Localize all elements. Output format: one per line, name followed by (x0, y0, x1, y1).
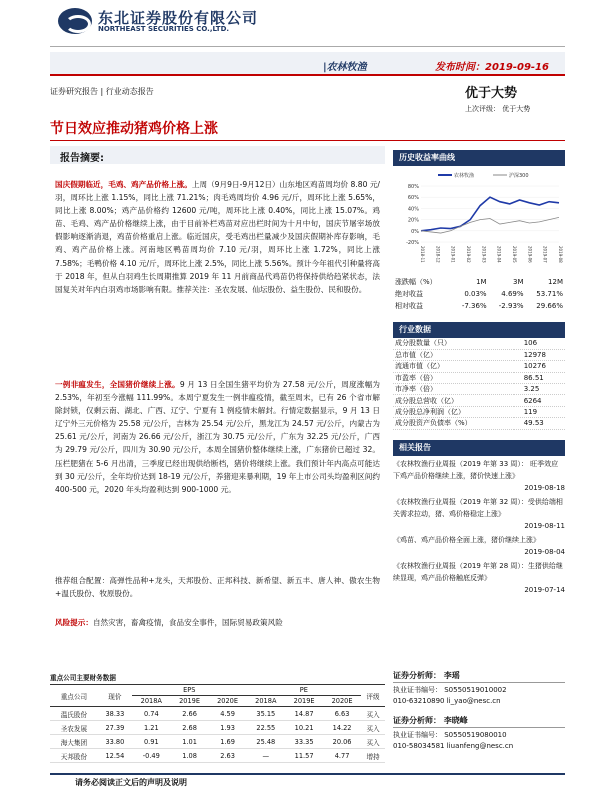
ind-label: 市净率（倍） (393, 384, 514, 395)
analyst-name: 证券分析师： 李瑶 (393, 670, 565, 683)
y-tick-label: 80% (407, 184, 419, 190)
report-date: 2019-07-14 (524, 586, 565, 594)
table-cell: 14.22 (323, 721, 361, 735)
x-tick-label: 2019-07 (542, 246, 548, 263)
report-type: 证券研究报告 | 行业动态报告 (50, 87, 154, 96)
ind-row (393, 361, 565, 372)
page-title: 节日效应推动猪鸡价格上涨 (50, 121, 218, 137)
table-cell: 14.87 (285, 707, 323, 721)
y-tick-label: 60% (407, 195, 419, 202)
table-cell: 增持 (361, 749, 385, 763)
ind-label: 成分股数量（只） (393, 338, 514, 349)
legend-label: 沪深300 (509, 173, 529, 179)
x-tick-label: 2019-05 (512, 246, 517, 263)
table-cell: 买入 (361, 735, 385, 749)
table-cell: 1.01 (171, 735, 209, 749)
ind-row (393, 384, 565, 395)
footer-disclaimer: 请务必阅读正文后的声明及说明 (75, 778, 187, 787)
table-row (50, 721, 385, 735)
table-cell: 27.39 (98, 721, 132, 735)
table-cell: 1.08 (171, 749, 209, 763)
ind-value: 6264 (514, 395, 565, 406)
rating: 优于大势 (465, 86, 518, 101)
related-reports (393, 458, 565, 598)
table-subheader: 2018A (247, 696, 286, 707)
table-cell: 4.77 (323, 749, 361, 763)
return-chart (393, 168, 565, 268)
x-tick-label: 2018-11 (420, 246, 425, 263)
industry-category: |农林牧渔 (323, 62, 367, 73)
table-cell: 12.54 (98, 749, 132, 763)
summary-paragraph-1 (55, 178, 380, 296)
table-subheader: 2019E (285, 696, 323, 707)
industry-data-table (393, 338, 565, 430)
table-title: 重点公司主要财务数据 (50, 674, 116, 682)
paragraph-body: 自然灾害，畜禽疫情，食品安全事件，国际贸易政策风险 (92, 618, 283, 627)
analyst-name: 证券分析师： 李晓峰 (393, 715, 565, 728)
perf-cell: 绝对收益 (395, 290, 423, 298)
table-cell: 33.80 (98, 735, 132, 749)
header-divider (50, 46, 565, 47)
perf-row (393, 300, 565, 312)
table-cell: 1.69 (209, 735, 247, 749)
table-cell: 35.15 (247, 707, 286, 721)
paragraph-heading: 国庆假期临近，毛鸡、鸡产品价格上涨。 (55, 180, 192, 189)
table-cell: 38.33 (98, 707, 132, 721)
ind-row (393, 349, 565, 360)
ind-row (393, 395, 565, 406)
ind-label: 流通市值（亿） (393, 361, 514, 372)
analyst-license: 执业证书编号： S0550519010002 (393, 686, 507, 694)
analyst-license: 执业证书编号： S0550519080010 (393, 731, 507, 739)
table-row (50, 707, 385, 721)
x-tick-label: 2019-02 (466, 246, 471, 263)
table-cell: 温氏股份 (50, 707, 98, 721)
paragraph-heading: 一例非瘟发生，全国猪价继续上涨。 (55, 380, 180, 389)
table-subheader: 2020E (209, 696, 247, 707)
paragraph-body: 9 月 13 日全国生猪平均价为 27.58 元/公斤，周度涨幅为 2.53%，年初至今涨幅 111.99%。本周宁夏发生一例非瘟疫情，截至周末，已有 26 个省市解除封锁，仅剩云南、湖北、广西、辽宁、宁夏有 1 例疫情未解封。行情定数据显示，9 月 13 日辽宁外三元价格为 25.58 元/公斤，吉林为 25.54 元/公斤，黑龙江为 24.57 元/公斤，内蒙古为 25.61 元/公斤，河南为 26.66 元/公斤，浙江为 30.75 元/公斤，广东为 32.25 元/公斤，广西为 29.79 元/公斤，四川为 30.90 元/公斤，本周全国猪价整体继续上涨，广东猪价已超过 32。压栏肥猪在 5-6 月出清，三季度已经出现供给断档，猪价将继续上涨。我们预计年内高点可能达到 30 元/公斤，全年均价达到 18-19 元/公斤，养猪迎来暴利期，19 年上市公司头均盈利区间约 400-500 元，2020 年头均盈利达到 900-1000 元。 (55, 380, 380, 494)
y-tick-label: 0% (411, 228, 419, 235)
ind-value: 106 (514, 338, 565, 349)
table-cell: 1.21 (132, 721, 171, 735)
legend-label: 农林牧渔 (454, 173, 475, 179)
table-subheader: 2019E (171, 696, 209, 707)
table-cell: 33.35 (285, 735, 323, 749)
ind-row (393, 372, 565, 383)
table-cell: 0.91 (132, 735, 171, 749)
table-row (50, 735, 385, 749)
table-header: PE (247, 685, 362, 696)
table-cell: -0.49 (132, 749, 171, 763)
table-cell: 0.74 (132, 707, 171, 721)
company-name-cn: 东北证券股份有限公司 (98, 9, 259, 27)
x-tick-label: 2019-01 (450, 246, 456, 263)
table-cell: 2.68 (171, 721, 209, 735)
table-header: 重点公司 (50, 685, 98, 707)
table-cell: 25.48 (247, 735, 286, 749)
report-date: 2019-08-18 (524, 484, 565, 492)
ind-label: 成分股总净利润（亿） (393, 406, 514, 417)
previous-rating: 上次评级： 优于大势 (465, 105, 531, 113)
ind-row (393, 338, 565, 349)
perf-header: 涨跌幅（%） (395, 278, 437, 286)
y-tick-label: 20% (407, 217, 419, 224)
summary-label: 报告摘要: (60, 153, 104, 164)
table-cell: 1.93 (209, 721, 247, 735)
report-link[interactable]: 《农林牧渔行业周报（2019 年第 33 周）： 旺季效应下鸡产品价格继续上涨，猪价快速上涨》 (393, 460, 559, 480)
ind-label: 市盈率（倍） (393, 372, 514, 383)
performance-table (393, 276, 565, 312)
ind-value: 49.53 (514, 418, 565, 429)
ind-value: 86.51 (514, 372, 565, 383)
table-header: EPS (132, 685, 247, 696)
table-cell: 4.59 (209, 707, 247, 721)
x-tick-label: 2019-08 (558, 246, 563, 263)
ind-value: 119 (514, 406, 565, 417)
table-subheader: 2018A (132, 696, 171, 707)
series-line (421, 197, 559, 231)
ind-label: 成分股总营收（亿） (393, 395, 514, 406)
report-link[interactable]: 《农林牧渔行业周报（2019 年第 28 周）：生猪供给继续显现，鸡产品价格触底反弹》 (393, 562, 563, 582)
company-logo-icon (58, 8, 92, 34)
summary-header (50, 146, 385, 164)
perf-cell: 53.71% (536, 290, 563, 298)
table-cell: 6.63 (323, 707, 361, 721)
perf-cell: 0.03% (464, 290, 487, 298)
ind-value: 12978 (514, 349, 565, 360)
y-tick-label: 40% (407, 206, 419, 213)
title-divider (50, 140, 565, 141)
report-link[interactable]: 《农林牧渔行业周报（2019 年第 32 周）：受供给端相关需求拉动，猪、鸡价格稳定上涨》 (393, 498, 563, 518)
x-tick-label: 2018-12 (435, 246, 441, 263)
table-row (50, 749, 385, 763)
table-cell: 22.55 (247, 721, 286, 735)
paragraph-body: 上周（9月9日-9月12日）山东地区鸡苗周均价 8.80 元/羽，周环比上涨 1.15%，同比上涨 71.21%；肉毛鸡周均价 4.96 元/斤，周环比上涨 5.65%，同比上涨 8.00%；鸡产品价格约 12600 元/吨，周环比上涨 0.40%，同比上涨 15.07%。鸡苗、毛鸡、鸡产品价格继续上涨，由于目前补栏鸡苗对应出栏时间为十月中旬，国庆节屠宰场放假影响逐渐消退，鸡苗价格重启上涨。临近国庆，受毛鸡出栏量减少及国庆假期补库存影响，毛鸡、鸡产品价格上涨。河南地区鸭苗周均价 7.10 元/羽，周环比上涨 1.72%，同比上涨 7.58%；毛鸭价格 4.10 元/斤，周环比上涨 2.5%，同比上涨 5.56%。预计今年祖代引种量将高于 2018 年，但从白羽鸡生长周期推算 2019 年 11 月前商品代鸡苗仍将保持供给趋紧状态，法国复关对年内白羽鸡市场影响有限。推荐关注：圣农发展、仙坛股份、益生股份、民和股份。 (55, 180, 380, 294)
perf-cell: -2.93% (498, 302, 524, 310)
return-chart-svg (393, 168, 565, 268)
perf-row (393, 288, 565, 300)
table-header: 评级 (361, 685, 385, 707)
x-tick-label: 2019-03 (481, 246, 487, 263)
analyst-contact[interactable]: 010-58034581 liuanfeng@nesc.cn (393, 742, 514, 750)
perf-header: 1M (476, 278, 487, 286)
table-cell: 10.21 (285, 721, 323, 735)
table-subheader: 2020E (323, 696, 361, 707)
perf-header: 12M (548, 278, 563, 286)
footer (50, 773, 565, 789)
table-cell: 买入 (361, 707, 385, 721)
paragraph-heading: 风险提示： (55, 618, 93, 627)
report-date: 2019-08-04 (524, 548, 565, 556)
perf-cell: 4.69% (501, 290, 524, 298)
industry-data-header: 行业数据 (393, 322, 565, 338)
ind-row (393, 418, 565, 429)
y-tick-label: -20% (406, 240, 419, 246)
table-cell: 圣农发展 (50, 721, 98, 735)
ind-label: 总市值（亿） (393, 349, 514, 360)
table-header-row (50, 685, 385, 696)
report-link[interactable]: 《鸡苗、鸡产品价格全面上涨，猪价继续上涨》 (393, 536, 540, 544)
chart-section-header: 历史收益率曲线 (393, 150, 565, 166)
x-tick-label: 2019-04 (496, 246, 502, 263)
perf-header-row (393, 276, 565, 288)
perf-header: 3M (513, 278, 524, 286)
table-cell: 买入 (361, 721, 385, 735)
x-tick-label: 2019-06 (527, 246, 533, 263)
ind-value: 3.25 (514, 384, 565, 395)
ind-value: 10276 (514, 361, 565, 372)
summary-paragraph-2 (55, 378, 380, 496)
analyst-block-1 (393, 670, 565, 707)
risk-paragraph (55, 616, 380, 629)
table-cell: 20.06 (323, 735, 361, 749)
table-cell: 海大集团 (50, 735, 98, 749)
ind-label: 成分股资产负债率（%） (393, 418, 514, 429)
perf-cell: 29.66% (536, 302, 563, 310)
publish-date: 发布时间：2019-09-16 (435, 62, 549, 73)
related-reports-header: 相关报告 (393, 440, 565, 456)
report-date: 2019-08-11 (524, 522, 565, 530)
paragraph-body: 推荐组合配置：高弹性品种+龙头，天邦股份、正邦科技、新希望、新五丰、唐人神、傲农生物+温氏股份、牧原股份。 (55, 576, 380, 599)
company-name-en: NORTHEAST SECURITIES CO.,LTD. (98, 25, 230, 33)
table-cell: 天邦股份 (50, 749, 98, 763)
ind-row (393, 406, 565, 417)
key-companies-table (50, 672, 385, 763)
table-cell: 2.66 (171, 707, 209, 721)
analyst-block-2 (393, 715, 565, 752)
perf-cell: 相对收益 (395, 302, 423, 310)
table-cell: 11.57 (285, 749, 323, 763)
summary-paragraph-3 (55, 574, 380, 600)
table-cell: — (247, 749, 286, 763)
table-header: 现价 (98, 685, 132, 707)
perf-cell: -7.36% (461, 302, 487, 310)
analyst-contact[interactable]: 010-63210890 li_yao@nesc.cn (393, 697, 501, 705)
table-cell: 2.63 (209, 749, 247, 763)
